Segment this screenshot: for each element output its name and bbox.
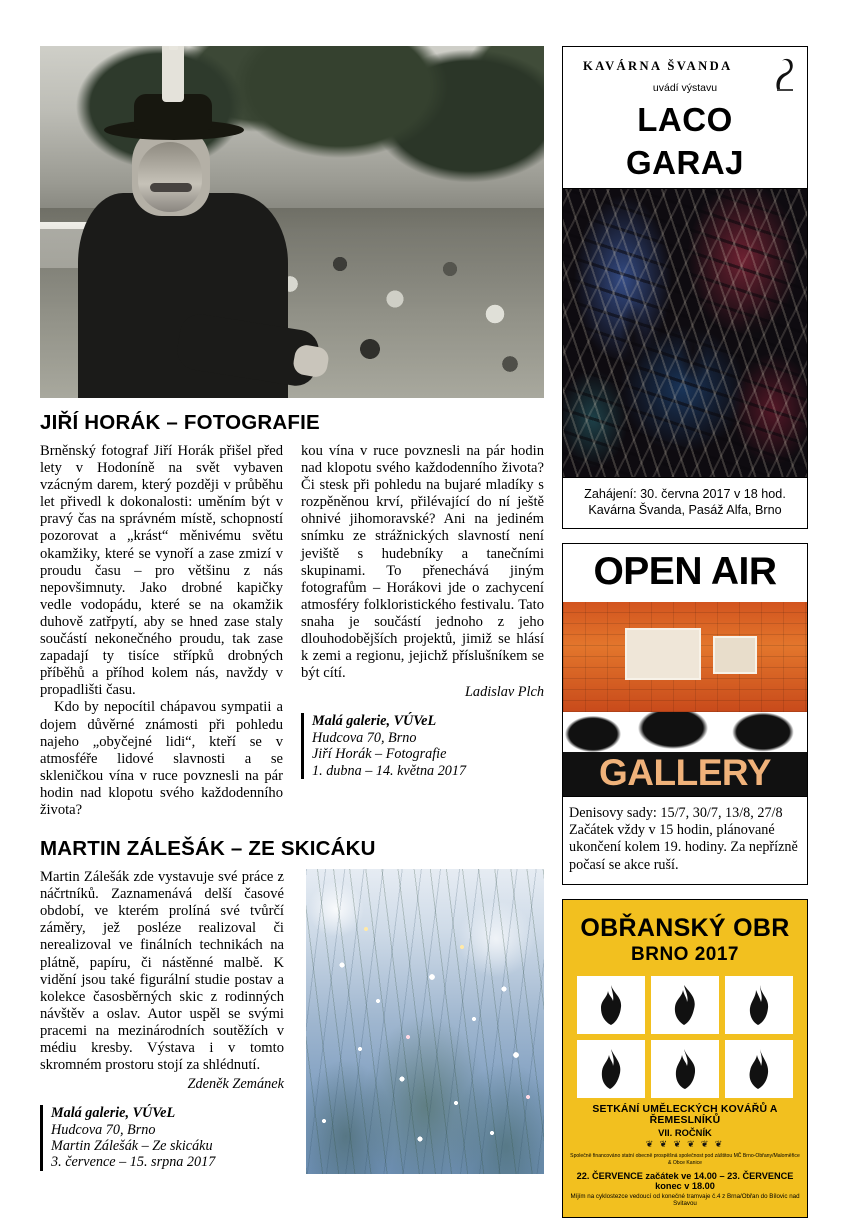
- artwork-frame-1: [625, 628, 701, 680]
- ad-obr-access-info: Míjím na cyklostezce vedoucí od konečné tramvaje č.4 z Brna/Obřan do Bílovic nad Svitavou: [570, 1192, 800, 1207]
- drawing-blossoms: [306, 869, 544, 1174]
- flame-cell: [577, 1040, 645, 1098]
- ad-intro-text: uvádí výstavu: [652, 82, 718, 94]
- ad-open-air-visual: [563, 544, 807, 796]
- caption-address: Hudcova 70, Brno: [51, 1121, 156, 1138]
- flame-cell: [651, 1040, 719, 1098]
- caption-exhibition: Jiří Horák – Fotografie: [312, 746, 447, 763]
- ad-obr-line2: VII. ROČNÍK: [658, 1126, 712, 1138]
- photo-man-figure: [58, 98, 308, 398]
- exhibition-caption-horak: [301, 713, 544, 779]
- article-horak-col1: [40, 443, 283, 819]
- ad-open-air-dates: Denisovy sady: 15/7, 30/7, 13/8, 27/8: [569, 805, 783, 821]
- article-title-zalesak: MARTIN ZÁLEŠÁK – ZE SKICÁKU: [40, 837, 376, 861]
- photo-jiri-horak: [40, 46, 544, 398]
- ad-open-air-footer: [563, 796, 807, 884]
- ad-laco-garaj-header: [563, 47, 807, 188]
- article-author: Zdeněk Zemánek: [187, 1076, 284, 1093]
- flame-icon-grid: [577, 976, 793, 1098]
- ad-laco-garaj[interactable]: [562, 46, 808, 529]
- ad-gallery-word: GALLERY: [599, 752, 771, 793]
- flame-icon: [596, 1049, 626, 1089]
- article-zalesak-text: [40, 869, 284, 1171]
- swan-logo-icon: [771, 55, 797, 95]
- ad-obransky-obr[interactable]: [562, 899, 808, 1218]
- flame-icon: [744, 1049, 774, 1089]
- paragraph: Martin Zálešák zde vystavuje své práce z náčrtníků. Zaznamenává delší časové období, ve kterém prolíná své tvůrčí záměry, jež posléze realizoval či nerealizoval ve finálních technikách na plátně, papíru, či nástěnné malbě. K vidění jsou také figurální studie postav a kolekce časosběrných skic z rodinných návštěv a oslav. Autor uspěl se svými pracemi na mezinárodních soutěžích v médiu kresby. Výstava i v tomto skromném prostoru stojí za shlédnutí.: [40, 869, 284, 1074]
- photo-martin-zalesak-drawing: [306, 869, 544, 1174]
- photo-man-face: [138, 142, 202, 212]
- ad-open-air-title: OPEN AIR: [593, 550, 777, 593]
- ad-artist-name-line2: GARAJ: [625, 144, 745, 181]
- article-title-horak: JIŘÍ HORÁK – FOTOGRAFIE: [40, 411, 320, 434]
- ad-open-air-top: [563, 544, 807, 602]
- article-author: Ladislav Plch: [464, 684, 544, 701]
- article-horak-columns: [40, 443, 544, 819]
- ad-obr-subtitle: BRNO 2017: [631, 943, 739, 965]
- flame-cell: [725, 976, 793, 1034]
- ad-obr-title: OBŘANSKÝ OBR: [580, 913, 790, 942]
- ad-artist-name-line1: LACO: [637, 101, 733, 138]
- ad-venue-name: KAVÁRNA ŠVANDA: [583, 59, 733, 73]
- caption-address: Hudcova 70, Brno: [312, 729, 417, 746]
- ad-location-info: Kavárna Švanda, Pasáž Alfa, Brno: [588, 503, 782, 517]
- caption-dates: 1. dubna – 14. května 2017: [312, 762, 467, 779]
- flame-icon: [670, 1049, 700, 1089]
- left-column: [40, 46, 544, 1174]
- flame-cell: [651, 976, 719, 1034]
- ad-open-air-bottom: [563, 712, 807, 796]
- photo-bottle-neck: [169, 46, 178, 50]
- ad-laco-garaj-footer: [563, 478, 807, 528]
- caption-venue: Malá galerie, VÚVeL: [312, 713, 437, 730]
- paragraph: Kdo by nepocítil chápavou sympatii a dojem důvěrné známosti při pohledu najeho „obyčejné lidi“, kteří se v atmosféře lidové slavnosti a se skleničkou vína v ruce povznesli na pár hodin nad klopotu svého každodenního života?: [40, 699, 283, 818]
- decorative-ornaments: ❦ ❦ ❦ ❦ ❦ ❦: [645, 1138, 725, 1149]
- caption-dates: 3. července – 15. srpna 2017: [51, 1154, 216, 1171]
- flame-icon: [596, 985, 626, 1025]
- flame-icon: [670, 985, 700, 1025]
- ad-open-air-note: Začátek vždy v 15 hodin, plánované ukončení kolem 19. hodiny. Za nepřízně počasí se akce ruší.: [569, 822, 798, 873]
- advertisement-column: [562, 46, 808, 1232]
- ad-artwork-image: [563, 188, 807, 478]
- flame-icon: [744, 985, 774, 1025]
- flame-cell: [725, 1040, 793, 1098]
- article-zalesak: [40, 837, 544, 1174]
- paragraph: kou vína v ruce povznesli na pár hodin nad klopotu svého každodenního života? Či stesk při pohledu na bujaré mladíky s rozpěněnou krví, přilévající do ní ještě ohnivé jihomoravské? Ani na jediném snímku ze strážnických slavností není jeviště s hudebníky a tanečními skupinami. To přenechává jiným fotografům – Horákovi jde o zachycení atmosféry folkloristického festivalu. Tato snaha je součástí jednoho z jeho dlouhodobějších projektů, jimiž se hlásí k zemi a regionu, jejichž příslušníkem se být cítí.: [301, 443, 544, 682]
- ad-opening-info: Zahájení: 30. června 2017 v 18 hod.: [584, 487, 786, 501]
- artwork-frame-2: [713, 636, 757, 674]
- ad-obr-dates: 22. ČERVENCE začátek ve 14.00 – 23. ČERVENCE konec v 18.00: [576, 1170, 794, 1191]
- ad-obr-fineprint: Společně financováno statní obecně prospěšná společnost pod záštitou MČ Brno-Obřany/Maloměřice & Obce Kanice: [570, 1152, 800, 1166]
- tree-silhouettes: [563, 712, 807, 752]
- caption-exhibition: Martin Zálešák – Ze skicáku: [51, 1138, 213, 1154]
- flame-cell: [577, 976, 645, 1034]
- article-horak-col2: [301, 443, 544, 819]
- ad-open-air-photo: [563, 602, 807, 712]
- ad-obr-line1: SETKÁNÍ UMĚLECKÝCH KOVÁŘŮ A ŘEMESLNÍKŮ: [592, 1103, 778, 1126]
- photo-bottle: [162, 46, 184, 102]
- photo-man-moustache: [150, 183, 192, 192]
- caption-venue: Malá galerie, VÚVeL: [51, 1105, 176, 1122]
- exhibition-caption-zalesak: [40, 1105, 284, 1171]
- paragraph: Brněnský fotograf Jiří Horák přišel před lety v Hodoníně na svět vybaven vzácným darem, který později v průběhu let přivedl k dokonalosti: uměním být v pravý čas na správném místě, schopností pozorovat a „krást“ měnivému světu okamžiky, které se vynoří a zase zmizí v proudu času – pro většinu z nás nepovšimnuty. Jako drobné kapičky vedle vodopádu, které se na okamžik duhově zatřpytí, aby se hned zase staly součástí nekonečného proudu, tak zase zapadají ty tisíce střípků drobných příběhů a příhod kolem nás, navždy v propadlišti času.: [40, 443, 283, 699]
- artwork-brush-strokes: [563, 189, 807, 477]
- ad-open-air-gallery[interactable]: [562, 543, 808, 885]
